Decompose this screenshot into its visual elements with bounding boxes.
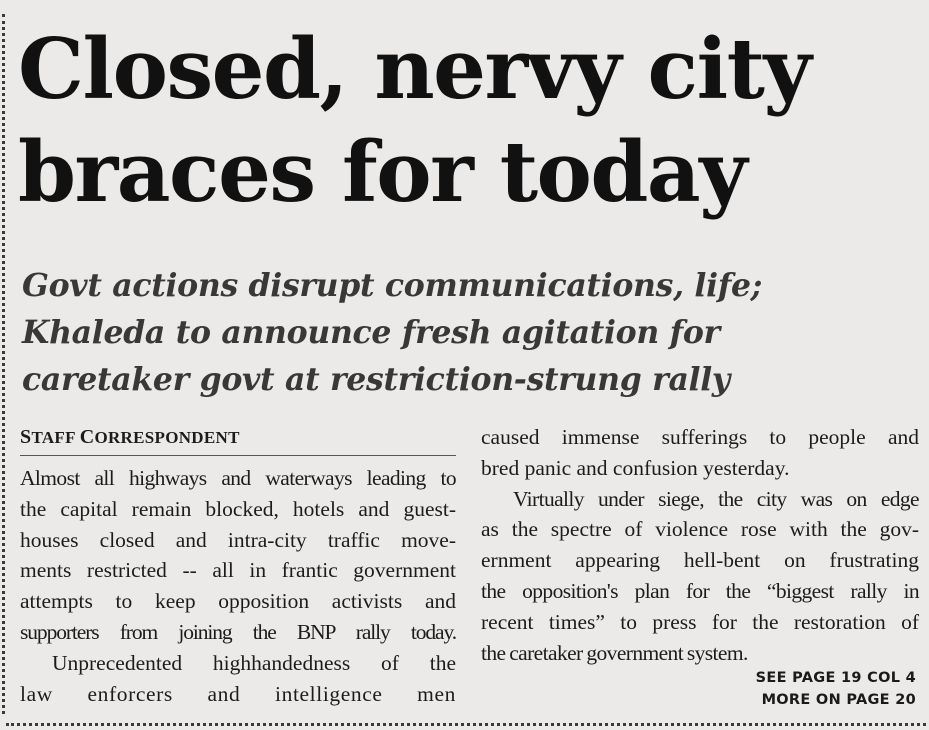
dotted-cut-line-bottom [6, 723, 926, 726]
body-line: caused immense sufferings to people and [481, 425, 919, 449]
subheadline-line: caretaker govt at restriction-strung rally [22, 361, 730, 398]
byline-initial: C [79, 426, 95, 448]
body-line: attempts to keep opposition activists and [20, 589, 456, 614]
body-line: ernment appearing hell-bent on frustrating [481, 548, 919, 573]
subheadline [22, 262, 922, 403]
subheadline-line: Khaleda to announce fresh agitation for [22, 314, 720, 351]
byline-text: TAFF [31, 428, 76, 447]
body-line: Virtually under siege, the city was on edge [513, 486, 919, 511]
headline-line: Closed, nervy city [18, 20, 811, 118]
body-line: the caretaker government system. [481, 640, 748, 665]
body-column-left [20, 463, 456, 709]
body-line: law enforcers and intelligence men [20, 681, 456, 706]
body-line: ments restricted -- all in frantic government [20, 558, 456, 583]
continued-on-page-note: SEE PAGE 19 COL 4 [755, 670, 916, 686]
byline-text: ORRESPONDENT [94, 428, 240, 447]
byline [20, 426, 456, 456]
body-line: supporters from joining the BNP rally today. [20, 619, 456, 644]
body-line: as the spectre of violence rose with the gov- [481, 517, 919, 542]
byline-initial: S [20, 426, 32, 448]
body-line: houses closed and intra-city traffic move- [20, 527, 456, 552]
body-line: bred panic and confusion yesterday. [481, 455, 790, 480]
dotted-cut-line-left [2, 14, 5, 714]
headline [18, 18, 923, 224]
more-on-page-note: MORE ON PAGE 20 [761, 692, 916, 708]
body-line: recent times” to press for the restoration of [481, 609, 919, 634]
body-line: Almost all highways and waterways leading to [20, 466, 456, 490]
body-line: Unprecedented highhandedness of the [52, 650, 456, 675]
body-column-right [481, 422, 919, 668]
body-line: the capital remain blocked, hotels and guest- [20, 496, 456, 521]
body-line: the opposition's plan for the “biggest rally in [481, 578, 919, 603]
subheadline-line: Govt actions disrupt communications, life; [22, 267, 763, 304]
headline-line: braces for today [18, 123, 746, 221]
